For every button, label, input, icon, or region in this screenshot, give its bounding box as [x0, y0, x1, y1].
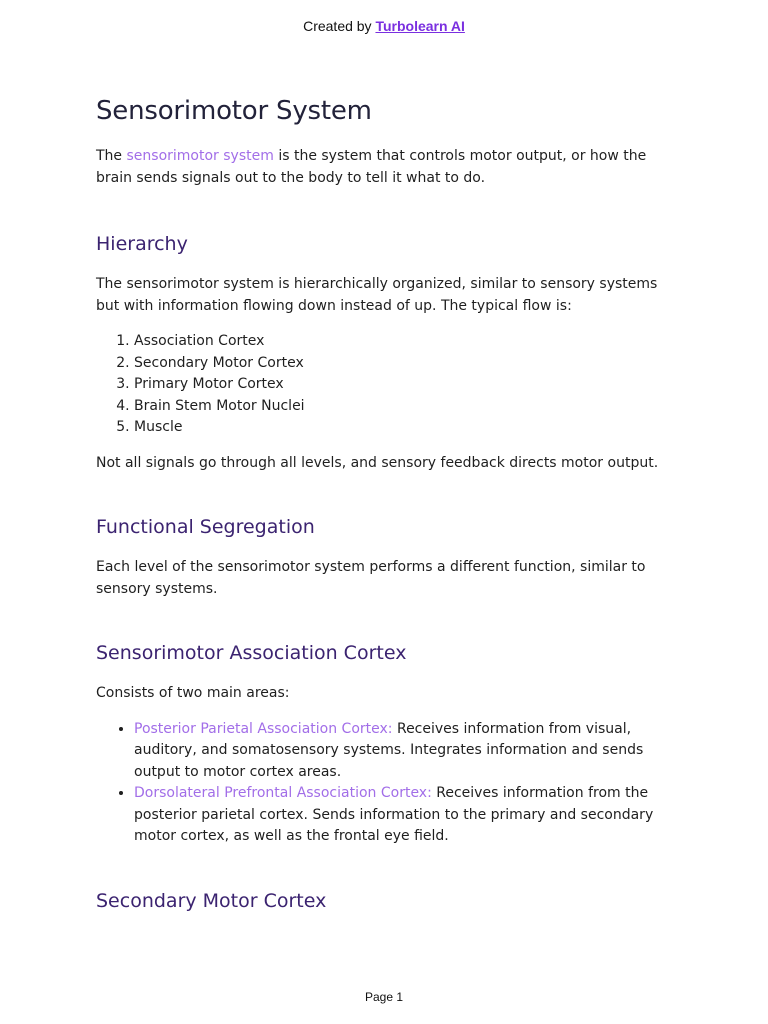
list-item: 3. Primary Motor Cortex: [134, 374, 676, 396]
intro-paragraph: [96, 146, 676, 189]
document-body: [96, 96, 676, 912]
hierarchy-list: [96, 331, 676, 439]
page-title: Sensorimotor System: [96, 96, 372, 126]
list-item: 2. Secondary Motor Cortex: [134, 353, 676, 375]
list-item: 4. Brain Stem Motor Nuclei: [134, 396, 676, 418]
section-heading-secondary-motor-cortex: Secondary Motor Cortex: [96, 889, 327, 912]
association-cortex-paragraph: Consists of two main areas:: [96, 685, 290, 701]
term-description: Receives information from visual, auditory, and somatosensory systems. Integrates information and sends output to motor cortex areas.: [134, 720, 644, 780]
section-heading-association-cortex: Sensorimotor Association Cortex: [96, 642, 407, 664]
association-cortex-list: [96, 719, 676, 848]
hierarchy-closing-paragraph: Not all signals go through all levels, and sensory feedback directs motor output.: [96, 454, 659, 471]
list-item: 5. Muscle: [134, 417, 676, 439]
term-highlight: Posterior Parietal Association Cortex:: [134, 720, 393, 737]
section-heading-hierarchy: Hierarchy: [96, 233, 188, 255]
intro-prefix: The: [96, 148, 127, 164]
turbolearn-link[interactable]: Turbolearn AI: [375, 18, 465, 34]
list-item: [134, 783, 676, 848]
list-item: [134, 719, 676, 784]
section-heading-functional-segregation: Functional Segregation: [96, 516, 315, 538]
created-by-text: Created by: [303, 18, 372, 34]
header-credit: [0, 18, 768, 34]
functional-segregation-paragraph: Each level of the sensorimotor system performs a different function, similar to sensory systems.: [96, 559, 646, 597]
list-item: 1. Association Cortex: [134, 331, 676, 353]
term-highlight: Dorsolateral Prefrontal Association Cortex:: [134, 785, 432, 801]
term-description: Receives information from the posterior parietal cortex. Sends information to the primary and secondary motor cortex, as well as the frontal eye field.: [134, 785, 654, 844]
intro-highlight-term: sensorimotor system: [126, 148, 274, 164]
page-number: Page 1: [364, 990, 404, 1004]
hierarchy-paragraph: The sensorimotor system is hierarchically organized, similar to sensory systems but with information flowing down instead of up. The typical flow is:: [96, 276, 658, 314]
intro-suffix: is the system that controls motor output, or how the brain sends signals out to the body to tell it what to do.: [96, 148, 647, 186]
